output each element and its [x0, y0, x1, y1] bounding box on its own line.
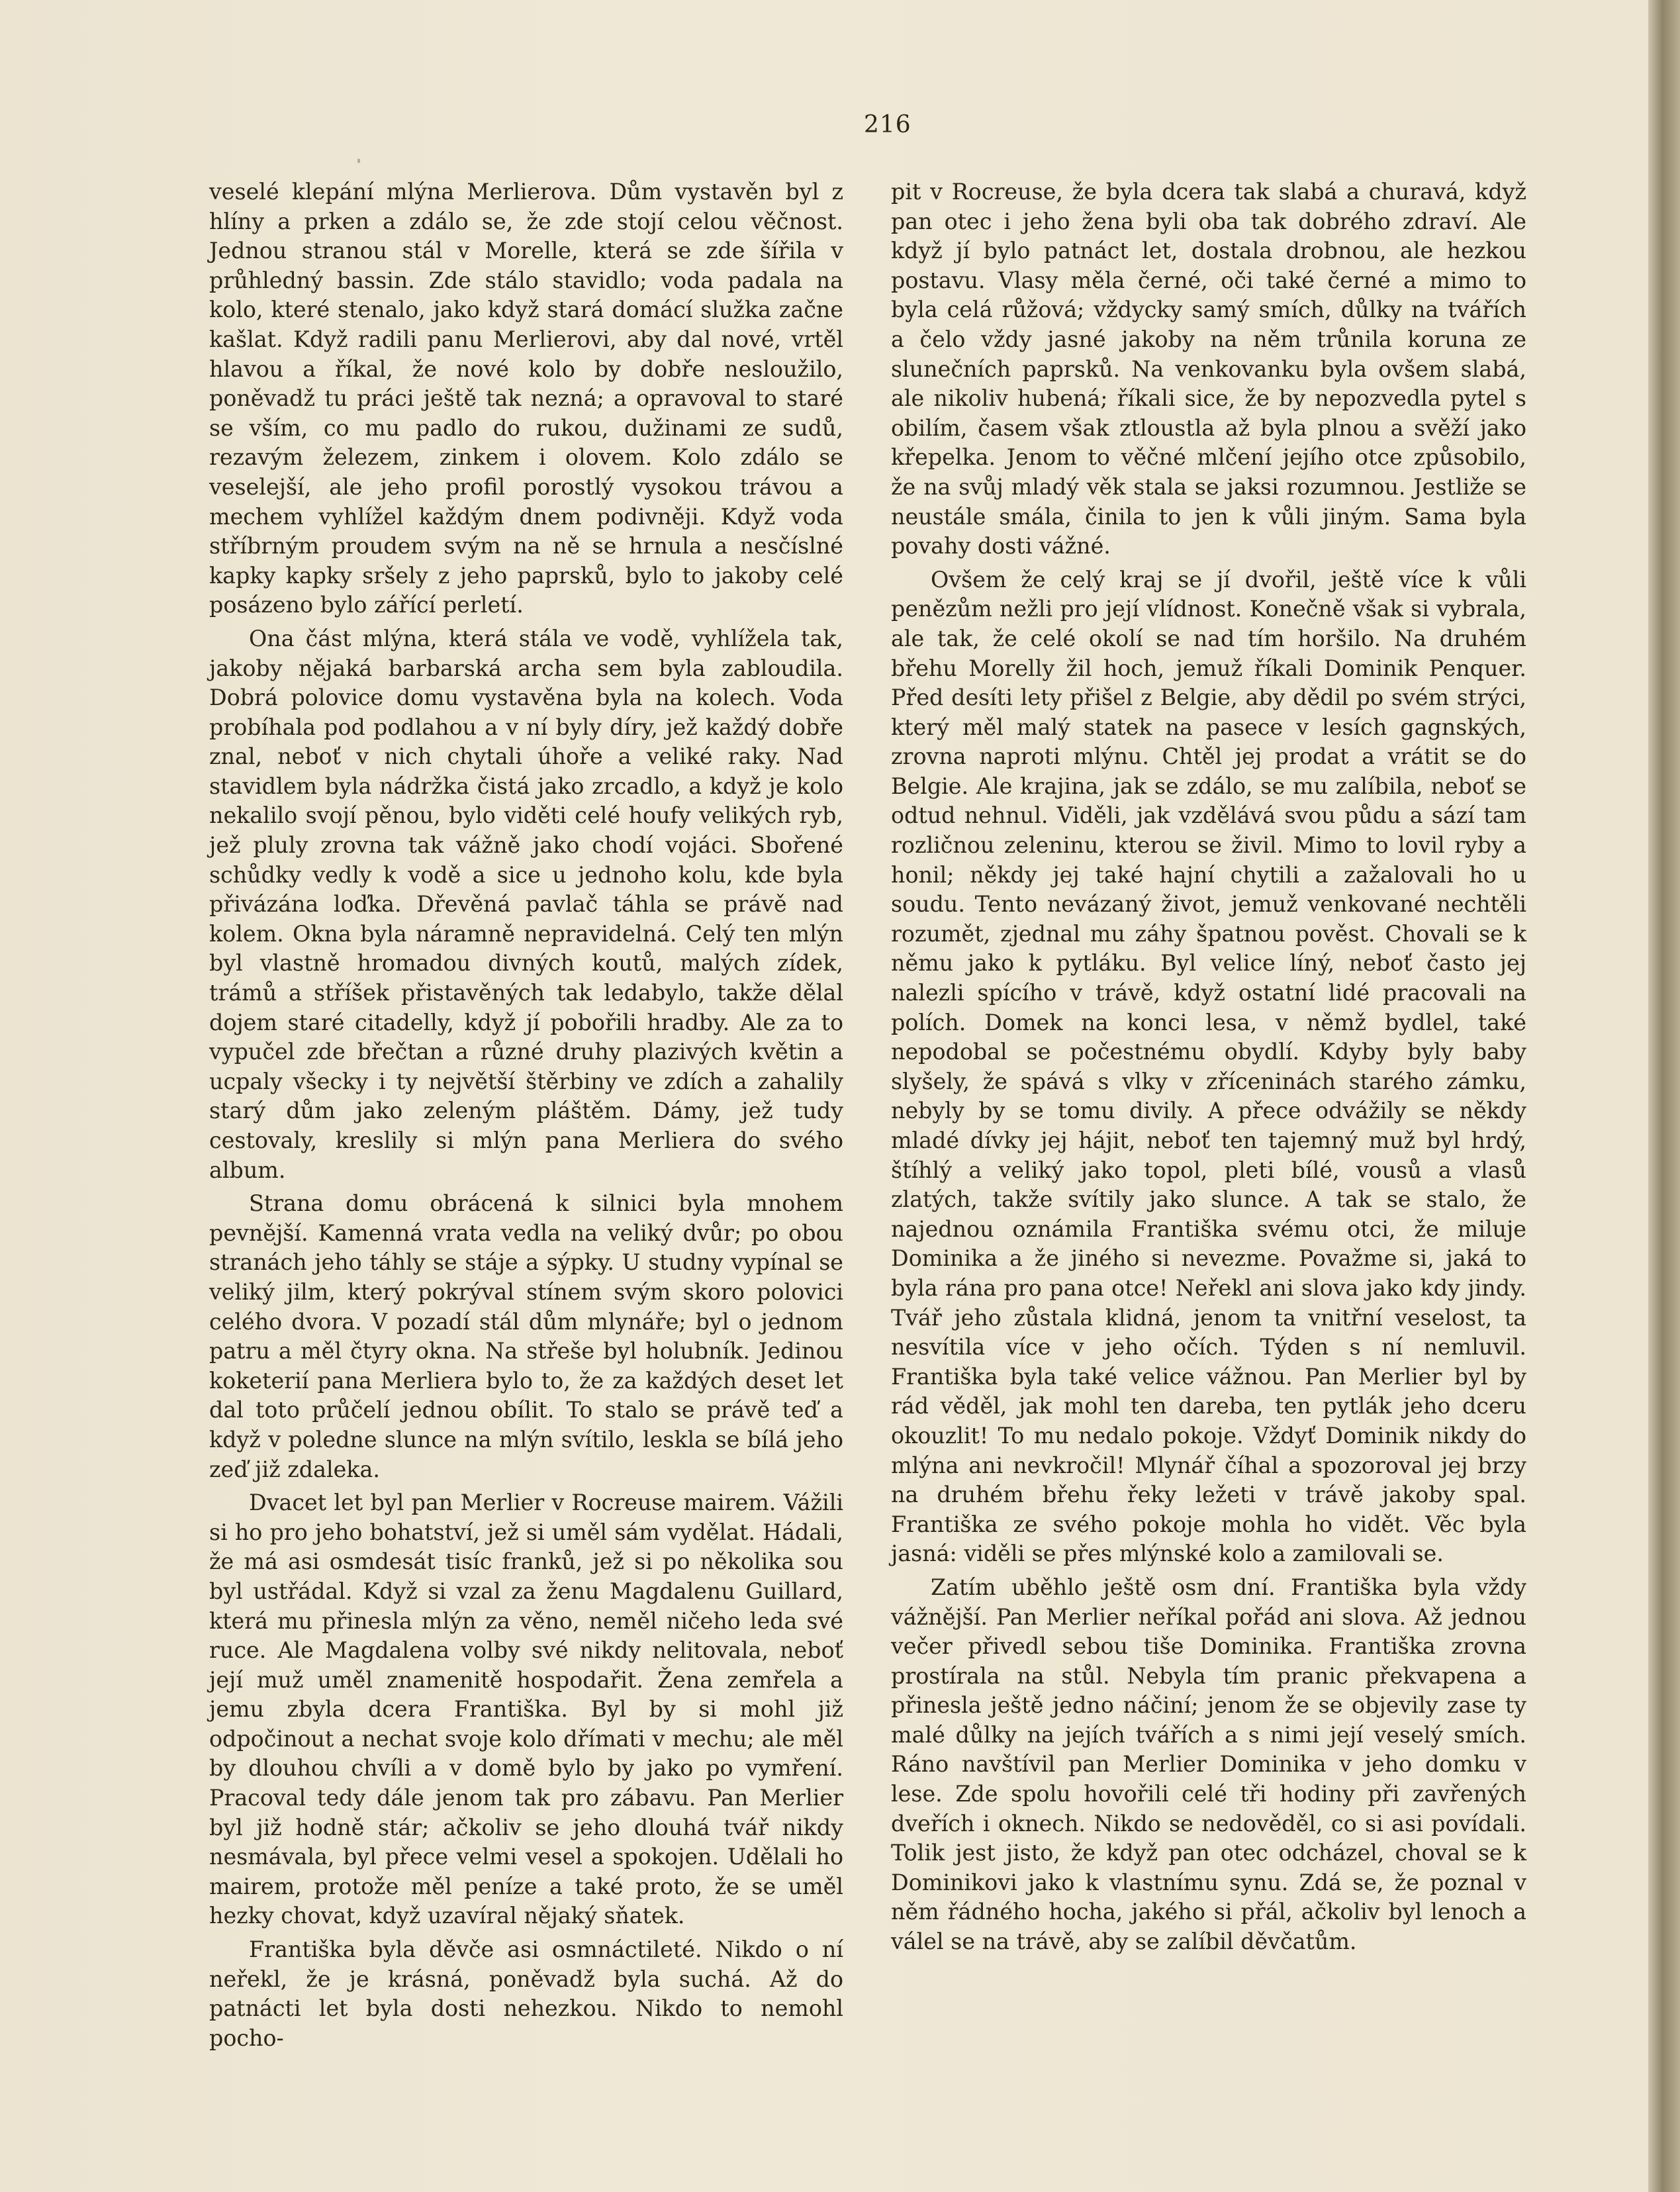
- page-speck: [357, 159, 360, 163]
- paragraph: Ovšem že celý kraj se jí dvořil, ještě více k vůli penězům nežli pro její vlídnost. Konečně však si vybrala, ale tak, že celé okolí se nad tím horšilo. Na druhém břehu Morelly žil hoch, jemuž říkali Dominik Penquer. Před desíti lety přišel z Belgie, aby dědil po svém strýci, který měl malý statek na pasece v lesích gagnských, zrovna naproti mlýnu. Chtěl jej prodat a vrátit se do Belgie. Ale krajina, jak se zdálo, se mu zalíbila, neboť se odtud nehnul. Viděli, jak vzdělává svou půdu a sází tam rozličnou zeleninu, kterou se živil. Mimo to lovil ryby a honil; někdy jej také hajní chytili a zažalovali ho u soudu. Tento nevázaný život, jemuž venkované nechtěli rozumět, zjednal mu záhy špatnou pověst. Chovali se k němu jako k pytláku. Byl velice líný, neboť často jej nalezli spícího v trávě, když ostatní lidé pracovali na polích. Domek na konci lesa, v němž bydlel, také nepodobal se počestnému obydlí. Kdyby byly baby slyšely, že spává s vlky v zříceninách starého zámku, nebyly by se tomu divily. A přece odvážily se někdy mladé dívky jej hájit, neboť ten tajemný muž byl hrdý, štíhlý a veliký jako topol, pleti bílé, vousů a vlasů zlatých, takže svítily jako slunce. A tak se stalo, že najednou oznámila Františka svému otci, že miluje Dominika a že jiného si nevezme. Považme si, jaká to byla rána pro pana otce! Neřekl ani slova jako kdy jindy. Tvář jeho zůstala klidná, jenom ta vnitřní veselost, ta nesvítila více v jeho očích. Týden s ní nemluvil. Františka byla také velice vážnou. Pan Merlier byl by rád věděl, jak mohl ten dareba, ten pytlák jeho dceru okouzlit! To mu nedalo pokoje. Vždyť Dominik nikdy do mlýna ani nevkročil! Mlynář číhal a spozoroval jej brzy na druhém břehu řeky ležeti v trávě jakoby spal. Františka ze svého pokoje mohla ho vidět. Věc byla jasná: viděli se přes mlýnské kolo a zamilovali se.: [891, 566, 1526, 1567]
- paragraph: Strana domu obrácená k silnici byla mnohem pevnější. Kamenná vrata vedla na veliký dvůr; po obou stranách jeho táhly se stáje a sýpky. U studny vypínal se veliký jilm, který pokrýval stínem svým skoro polovici celého dvora. V pozadí stál dům mlynáře; byl o jednom patru a měl čtyry okna. Na střeše byl holubník. Jedinou koketerií pana Merliera bylo to, že za každých deset let dal toto průčelí jednou obílit. To stalo se právě teď a když v poledne slunce na mlýn svítilo, leskla se bílá jeho zeď již zdaleka.: [209, 1190, 843, 1482]
- paragraph: veselé klepání mlýna Merlierova. Dům vystavěn byl z hlíny a prken a zdálo se, že zde stojí celou věčnost. Jednou stranou stál v Morelle, která se zde šířila v průhledný bassin. Zde stálo stavidlo; voda padala na kolo, které stenalo, jako když stará domácí služka začne kašlat. Když radili panu Merlierovi, aby dal nové, vrtěl hlavou a říkal, že nové kolo by dobře nesloužilo, poněvadž tu práci ještě tak nezná; a opravoval to staré se vším, co mu padlo do rukou, dužinami ze sudů, rezavým železem, zinkem i olovem. Kolo zdálo se veselejší, ale jeho profil porostlý vysokou trávou a mechem vyhlížel každým dnem podivněji. Když voda stříbrným proudem svým na ně se hrnula a nesčíslné kapky kapky sršely z jeho paprsků, bylo to jakoby celé posázeno bylo zářící perletí.: [209, 179, 843, 618]
- paragraph: Zatím uběhlo ještě osm dní. Františka byla vždy vážnější. Pan Merlier neříkal pořád ani slova. Až jednou večer přivedl sebou tiše Dominika. Františka zrovna prostírala na stůl. Nebyla tím pranic překvapena a přinesla ještě jedno náčiní; jenom že se objevily zase ty malé důlky na jejích tvářích a s nimi její veselý smích. Ráno navštívil pan Merlier Dominika v jeho domku v lese. Zde spolu hovořili celé tři hodiny při zavřených dveřích i oknech. Nikdo se nedověděl, co si asi povídali. Tolik jest jisto, že když pan otec odcházel, choval se k Dominikovi jako k vlastnímu synu. Zdá se, že poznal v něm řádného hocha, jakého si přál, ačkoliv byl lenoch a válel se na trávě, aby se zalíbil děvčatům.: [891, 1574, 1526, 1955]
- paragraph: Dvacet let byl pan Merlier v Rocreuse mairem. Vážili si ho pro jeho bohatství, jež si uměl sám vydělat. Hádali, že má asi osmdesát tisíc franků, jež si po několika sou byl ustřádal. Když si vzal za ženu Magdalenu Guillard, která mu přinesla mlýn za věno, neměl ničeho leda své ruce. Ale Magdalena volby své nikdy nelitovala, neboť její muž uměl znamenitě hospodařit. Žena zemřela a jemu zbyla dcera Františka. Byl by si mohl již odpočinout a nechat svoje kolo dřímati v mechu; ale měl by dlouhou chvíli a v domě bylo by jako po vymření. Pracoval tedy dále jenom tak pro zábavu. Pan Merlier byl již hodně stár; ačkoliv se jeho dlouhá tvář nikdy nesmávala, byl přece velmi vesel a spokojen. Udělali ho mairem, protože měl peníze a také proto, že se uměl hezky chovat, když uzavíral nějaký sňatek.: [209, 1490, 843, 1929]
- paragraph: Františka byla děvče asi osmnáctileté. Nikdo o ní neřekl, že je krásná, poněvadž byla suchá. Až do patnácti let byla dosti nehezkou. Nikdo to nemohl pocho-: [209, 1936, 843, 2051]
- page-edge: [1648, 0, 1680, 2192]
- paragraph: pit v Rocreuse, že byla dcera tak slabá a churavá, když pan otec i jeho žena byli oba tak dobrého zdraví. Ale když jí bylo patnáct let, dostala drobnou, ale hezkou postavu. Vlasy měla černé, oči také černé a mimo to byla celá růžová; vždycky samý smích, důlky na tvářích a čelo vždy jasné jakoby na něm trůnila koruna ze slunečních paprsků. Na venkovanku byla ovšem slabá, ale nikoliv hubená; říkali sice, že by nepozvedla pytel s obilím, časem však ztloustla až byla plnou a svěží jako křepelka. Jenom to věčné mlčení jejího otce způsobilo, že na svůj mladý věk stala se jaksi rozumnou. Jestliže se neustále smála, činila to jen k vůli jiným. Sama byla povahy dosti vážné.: [891, 179, 1526, 559]
- paragraph: Ona část mlýna, která stála ve vodě, vyhlížela tak, jakoby nějaká barbarská archa sem byla zabloudila. Dobrá polovice domu vystavěna byla na kolech. Voda probíhala pod podlahou a v ní byly díry, jež každý dobře znal, neboť v nich chytali úhoře a veliké raky. Nad stavidlem byla nádržka čistá jako zrcadlo, a když je kolo nekalilo svojí pěnou, bylo viděti celé houfy velikých ryb, jež pluly zrovna tak vážně jako chodí vojáci. Sbořené schůdky vedly k vodě a sice u jednoho kolu, kde byla přivázána loďka. Dřevěná pavlač táhla se právě nad kolem. Okna byla náramně nepravidelná. Celý ten mlýn byl vlastně hromadou divných koutů, malých zídek, trámů a stříšek přistavěných tak ledabylo, takže dělal dojem staré citadelly, když jí pobořili hradby. Ale za to vypučel zde břečtan a různé druhy plazivých květin a ucpaly všecky i ty největší štěrbiny ve zdích a zahalily starý dům jako zeleným pláštěm. Dámy, jež tudy cestovaly, kreslily si mlýn pana Merliera do svého album.: [209, 625, 843, 1183]
- left-text-column: [209, 177, 843, 2053]
- right-text-column: [891, 177, 1526, 1957]
- page-number: 216: [864, 111, 911, 138]
